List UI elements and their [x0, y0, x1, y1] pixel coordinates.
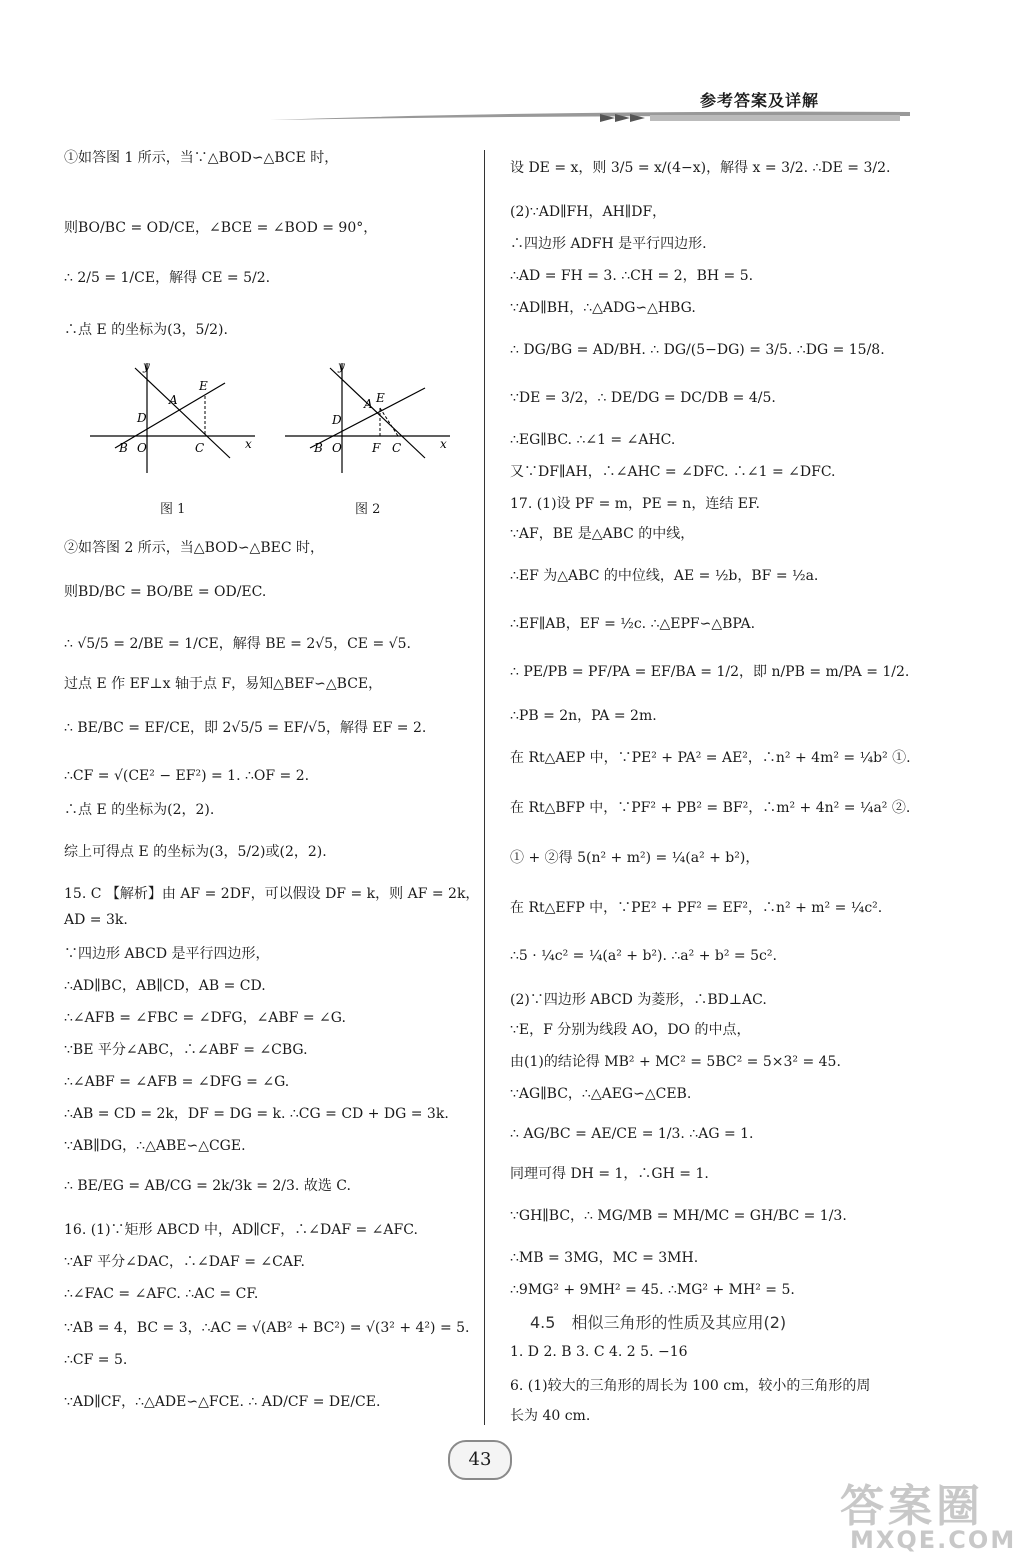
- watermark-bottom: MXQE.COM: [850, 1526, 1017, 1554]
- running-header: 参考答案及详解: [700, 91, 820, 110]
- right-line: ∴四边形 ADFH 是平行四边形.: [510, 236, 707, 252]
- left-line: ∴点 E 的坐标为(3，5/2).: [64, 322, 228, 338]
- left-line: ∴∠FAC = ∠AFC. ∴AC = CF.: [64, 1286, 259, 1302]
- right-line: ∴5 · ¼c² = ¼(a² + b²). ∴a² + b² = 5c².: [510, 948, 777, 964]
- left-line: ∴点 E 的坐标为(2，2).: [64, 802, 215, 818]
- left-line: ∴AD∥BC，AB∥CD，AB = CD.: [64, 978, 266, 994]
- left-line: ②如答图 2 所示，当△BOD∽△BEC 时，: [64, 540, 324, 556]
- right-line: ∴PB = 2n，PA = 2m.: [510, 708, 657, 724]
- left-line: 16. (1)∵矩形 ABCD 中，AD∥CF，∴∠DAF = ∠AFC.: [64, 1222, 418, 1238]
- right-line: ∵AG∥BC，∴△AEG∽△CEB.: [510, 1086, 692, 1102]
- right-line: 在 Rt△BFP 中，∵PF² + PB² = BF²，∴m² + 4n² = ¼a² ②.: [510, 800, 911, 816]
- fig1-label-d: D: [137, 411, 147, 425]
- figure-1-caption: 图 1: [160, 502, 186, 517]
- left-line: ∴CF = √(CE² − EF²) = 1. ∴OF = 2.: [64, 768, 310, 784]
- left-line: ∴ 2/5 = 1/CE，解得 CE = 5/2.: [64, 270, 271, 286]
- right-line: 1. D 2. B 3. C 4. 2 5. −16: [510, 1344, 688, 1360]
- left-line: ∴ BE/EG = AB/CG = 2k/3k = 2/3. 故选 C.: [64, 1178, 351, 1194]
- right-line: 由(1)的结论得 MB² + MC² = 5BC² = 5×3² = 45.: [510, 1054, 841, 1070]
- right-line: ∵AD∥BH，∴△ADG∽△HBG.: [510, 300, 696, 316]
- left-line: ∵AB = 4，BC = 3，∴AC = √(AB² + BC²) = √(3² + 4²) = 5.: [64, 1320, 470, 1336]
- right-line: ① + ②得 5(n² + m²) = ¼(a² + b²)，: [510, 850, 760, 866]
- right-line: ∵DE = 3/2，∴ DE/DG = DC/DB = 4/5.: [510, 390, 776, 406]
- right-line: 同理可得 DH = 1，∴GH = 1.: [510, 1166, 709, 1182]
- right-line: ∴MB = 3MG，MC = 3MH.: [510, 1250, 699, 1266]
- left-line: 则BO/BC = OD/CE，∠BCE = ∠BOD = 90°，: [64, 220, 378, 236]
- left-line: ∴CF = 5.: [64, 1352, 128, 1368]
- right-line: 6. (1)较大的三角形的周长为 100 cm，较小的三角形的周: [510, 1378, 871, 1394]
- left-line: ∴∠ABF = ∠AFB = ∠DFG = ∠G.: [64, 1074, 290, 1090]
- left-line: ∵四边形 ABCD 是平行四边形，: [64, 946, 270, 962]
- fig2-label-b: B: [314, 441, 323, 455]
- left-line: ∴ √5/5 = 2/BE = 1/CE，解得 BE = 2√5，CE = √5.: [64, 636, 411, 652]
- right-line: 在 Rt△AEP 中，∵PE² + PA² = AE²，∴n² + 4m² = ¼b² ①.: [510, 750, 911, 766]
- right-line: ∵AF，BE 是△ABC 的中线，: [510, 526, 695, 542]
- left-line: 综上可得点 E 的坐标为(3，5/2)或(2，2).: [64, 844, 327, 860]
- right-line: ∴EF 为△ABC 的中位线，AE = ½b，BF = ½a.: [510, 568, 819, 584]
- fig1-label-e: E: [199, 379, 208, 393]
- right-line: 长为 40 cm.: [510, 1408, 591, 1424]
- left-line: 则BD/BC = BO/BE = OD/EC.: [64, 584, 267, 600]
- fig2-label-a: A: [364, 397, 373, 411]
- fig2-label-y: y: [338, 359, 345, 373]
- right-line: ∴EF∥AB，EF = ½c. ∴△EPF∽△BPA.: [510, 616, 756, 632]
- fig1-label-y: y: [143, 359, 150, 373]
- left-line: ∴∠AFB = ∠FBC = ∠DFG，∠ABF = ∠G.: [64, 1010, 346, 1026]
- header-decoration-rule: [270, 106, 910, 130]
- fig1-label-x: x: [245, 437, 252, 451]
- left-line: ①如答图 1 所示，当∵△BOD∽△BCE 时，: [64, 150, 339, 166]
- right-line: (2)∵AD∥FH，AH∥DF，: [510, 204, 667, 220]
- left-line: ∴ BE/BC = EF/CE，即 2√5/5 = EF/√5，解得 EF = 2.: [64, 720, 427, 736]
- right-line: ∴ DG/BG = AD/BH. ∴ DG/(5−DG) = 3/5. ∴DG = 15/8.: [510, 342, 885, 358]
- left-line: ∵AB∥DG，∴△ABE∽△CGE.: [64, 1138, 246, 1154]
- right-line: 又∵DF∥AH，∴∠AHC = ∠DFC. ∴∠1 = ∠DFC.: [510, 464, 836, 480]
- right-line: ∵GH∥BC，∴ MG/MB = MH/MC = GH/BC = 1/3.: [510, 1208, 847, 1224]
- watermark: [830, 1470, 1017, 1560]
- page-number: 43: [448, 1440, 512, 1480]
- fig1-label-b: B: [119, 441, 128, 455]
- right-line: 17. (1)设 PF = m，PE = n，连结 EF.: [510, 496, 760, 512]
- fig1-label-c: C: [195, 441, 205, 455]
- section-title: 4.5 相似三角形的性质及其应用(2): [530, 1313, 787, 1332]
- right-line: ∴ PE/PB = PF/PA = EF/BA = 1/2，即 n/PB = m/PA = 1/2.: [510, 664, 910, 680]
- fig1-label-a: A: [169, 393, 178, 407]
- fig2-label-x: x: [440, 437, 447, 451]
- right-line: ∴EG∥BC. ∴∠1 = ∠AHC.: [510, 432, 676, 448]
- right-line: ∵E，F 分别为线段 AO，DO 的中点，: [510, 1022, 751, 1038]
- left-line: ∵AD∥CF，∴△ADE∽△FCE. ∴ AD/CF = DE/CE.: [64, 1394, 381, 1410]
- fig2-label-e: E: [376, 391, 385, 405]
- fig2-label-o: O: [332, 441, 342, 455]
- left-line: AD = 3k.: [64, 912, 128, 928]
- figure-1: [85, 358, 260, 478]
- watermark-top: 答案圈: [840, 1481, 984, 1532]
- right-line: ∴ AG/BC = AE/CE = 1/3. ∴AG = 1.: [510, 1126, 754, 1142]
- figure-2: [280, 358, 455, 478]
- fig2-label-d: D: [332, 413, 342, 427]
- right-line: (2)∵四边形 ABCD 为菱形，∴BD⊥AC.: [510, 992, 767, 1008]
- left-line: ∴AB = CD = 2k，DF = DG = k. ∴CG = CD + DG = 3k.: [64, 1106, 449, 1122]
- right-line: 在 Rt△EFP 中，∵PE² + PF² = EF²，∴n² + m² = ¼c².: [510, 900, 883, 916]
- left-line: 过点 E 作 EF⊥x 轴于点 F，易知△BEF∽△BCE，: [64, 676, 383, 692]
- left-line: ∵BE 平分∠ABC，∴∠ABF = ∠CBG.: [64, 1042, 308, 1058]
- figure-2-caption: 图 2: [355, 502, 381, 517]
- fig2-label-c: C: [392, 441, 402, 455]
- fig1-label-o: O: [137, 441, 147, 455]
- right-line: 设 DE = x，则 3/5 = x/(4−x)，解得 x = 3/2. ∴DE = 3/2.: [510, 160, 891, 176]
- right-line: ∴AD = FH = 3. ∴CH = 2，BH = 5.: [510, 268, 754, 284]
- left-line: ∵AF 平分∠DAC，∴∠DAF = ∠CAF.: [64, 1254, 305, 1270]
- left-line: 15. C 【解析】由 AF = 2DF，可以假设 DF = k，则 AF = 2k，: [64, 886, 480, 902]
- right-line: ∴9MG² + 9MH² = 45. ∴MG² + MH² = 5.: [510, 1282, 795, 1298]
- column-divider: [484, 150, 485, 1425]
- fig2-label-f: F: [372, 441, 381, 455]
